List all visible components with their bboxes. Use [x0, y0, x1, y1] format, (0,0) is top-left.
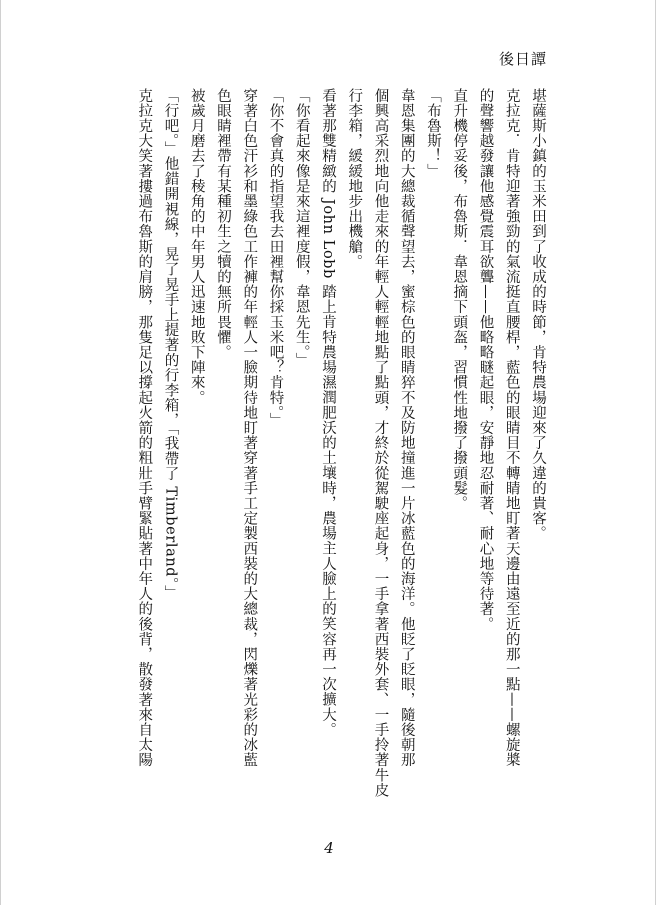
text-line: 個興高采烈地向他走來的年輕人輕輕地點了點頭，才終於從駕駛座起身，一手拿著西裝外套、一手拎著牛皮 — [372, 88, 389, 798]
page-number: 4 — [324, 839, 334, 857]
text-line: 「你不會真的指望我去田裡幫你採玉米吧？肯特。」 — [267, 88, 284, 429]
text-line: 「行吧。」他錯開視線，晃了晃手上提著的行李箱，「我帶了 Timberland。」 — [162, 88, 179, 601]
text-line: 「你看起來像是來這裡度假，韋恩先生。」 — [293, 88, 310, 368]
text-line: 的聲響越發讓他感覺震耳欲聾——他略略瞇起眼，安靜地忍耐著、耐心地等待著。 — [477, 88, 494, 632]
text-line: 克拉克．肯特迎著強勁的氣流挺直腰桿，藍色的眼睛目不轉睛地盯著天邊由遠至近的那一點——螺旋槳 — [503, 88, 520, 768]
text-line: 看著那雙精緻的 John Lobb 踏上肯特農場濕潤肥沃的土壤時，農場主人臉上的笑容再一次擴大。 — [320, 88, 336, 738]
text-line: 色眼睛裡帶有某種初生之犢的無所畏懼。 — [215, 88, 231, 360]
vertical-text-body — [131, 88, 551, 840]
text-line: 穿著白色汗衫和墨綠色工作褲的年輕人一臉期待地盯著穿著手工定製西裝的大總裁，閃爍著光彩的冰藍 — [241, 88, 258, 768]
text-line: 「布魯斯！」 — [425, 88, 441, 179]
text-line: 被歲月磨去了稜角的中年男人迅速地敗下陣來。 — [188, 88, 205, 406]
running-header-title: 後日譚 — [498, 50, 547, 68]
text-line: 韋恩集團的大總裁循聲望去，蜜棕色的眼睛猝不及防地撞進一片冰藍色的海洋。他眨了眨眼，隨後朝那 — [398, 88, 415, 768]
text-line: 直升機停妥後，布魯斯．韋恩摘下頭盔，習慣性地撥了撥頭髮。 — [451, 88, 468, 511]
text-line: 克拉克大笑著摟過布魯斯的肩膀，那隻足以撐起火箭的粗壯手臂緊貼著中年人的後背，散發著來自太陽 — [136, 88, 153, 768]
text-line: 堪薩斯小鎮的玉米田到了收成的時節，肯特農場迎來了久違的貴客。 — [530, 88, 546, 541]
text-line: 行李箱，緩緩地步出機艙。 — [346, 88, 363, 270]
